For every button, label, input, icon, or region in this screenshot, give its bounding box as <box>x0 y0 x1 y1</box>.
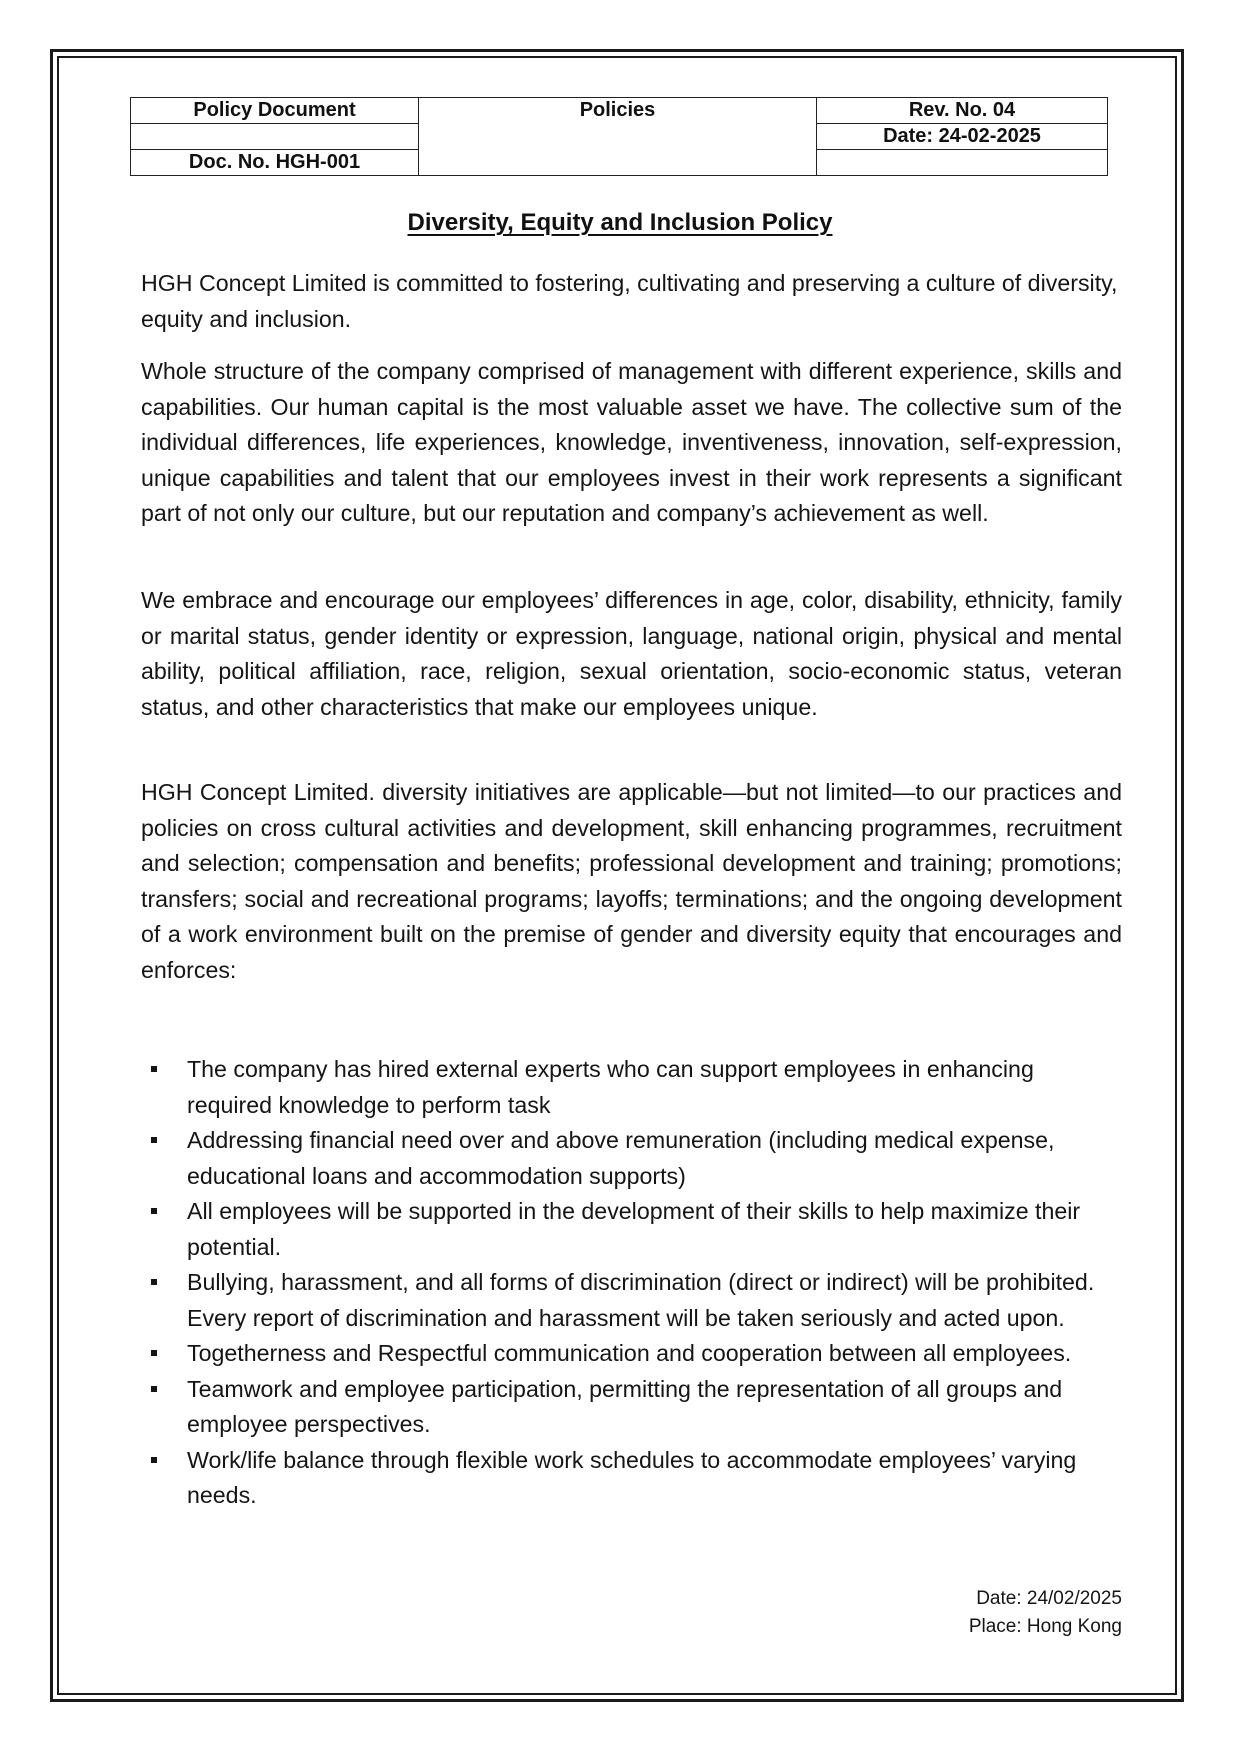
paragraph-intro: HGH Concept Limited is committed to fostering, cultivating and preserving a culture of diversity, equity and inclusion. <box>141 270 1118 332</box>
list-item <box>141 1123 1122 1194</box>
list-item <box>141 1052 1122 1123</box>
list-item <box>141 1372 1122 1443</box>
list-item <box>141 1265 1122 1336</box>
square-bullet-icon <box>151 1279 157 1285</box>
commitments-list <box>141 1052 1122 1514</box>
square-bullet-icon <box>151 1457 157 1463</box>
square-bullet-icon <box>151 1137 157 1143</box>
list-item-text: The company has hired external experts who can support employees in enhancing required knowledge to perform task <box>187 1056 1034 1118</box>
doc-no-cell: Doc. No. HGH-001 <box>131 150 419 176</box>
header-row <box>131 98 1108 124</box>
square-bullet-icon <box>151 1208 157 1214</box>
list-item-text: Bullying, harassment, and all forms of discrimination (direct or indirect) will be prohibited. Every report of discrimination and harassment will be taken seriously and acted upon. <box>187 1269 1095 1331</box>
paragraph-embrace: We embrace and encourage our employees’ differences in age, color, disability, ethnicity, family or marital status, gender identity or expression, language, national origin, physical and mental ability, political affiliation, race, religion, sexual orientation, socio-economic status, veteran status, and other characteristics that make our employees unique. <box>141 587 1122 720</box>
policies-label: Policies <box>579 99 656 121</box>
policies-cell <box>419 98 817 176</box>
square-bullet-icon <box>151 1386 157 1392</box>
footer-place: Place: Hong Kong <box>968 1616 1122 1637</box>
list-item-text: Addressing financial need over and above remuneration (including medical expense, educational loans and accommodation supports) <box>187 1127 1055 1189</box>
paragraph-structure: Whole structure of the company comprised of management with different experience, skills and capabilities. Our human capital is the most valuable asset we have. The collective sum of the individual differences, life experiences, knowledge, inventiveness, innovation, self-expression, unique capabilities and talent that our employees invest in their work represents a significant part of not only our culture, but our reputation and company’s achievement as well. <box>141 358 1122 526</box>
date-cell: Date: 24-02-2025 <box>817 124 1108 150</box>
list-item <box>141 1443 1122 1514</box>
square-bullet-icon <box>151 1350 157 1356</box>
list-item-text: All employees will be supported in the development of their skills to help maximize their potential. <box>187 1198 1081 1260</box>
square-bullet-icon <box>151 1066 157 1072</box>
rev-no-cell: Rev. No. 04 <box>817 98 1108 124</box>
signature-block <box>969 1585 1122 1641</box>
paragraph-initiatives: HGH Concept Limited. diversity initiatives are applicable—but not limited—to our practices and policies on cross cultural activities and development, skill enhancing programmes, recruitment and selection; compensation and benefits; professional development and training; promotions; transfers; social and recreational programs; layoffs; terminations; and the ongoing development of a work environment built on the premise of gender and diversity equity that encourages and enforces: <box>141 779 1122 983</box>
footer-date: Date: 24/02/2025 <box>976 1588 1122 1609</box>
list-item-text: Togetherness and Respectful communication and cooperation between all employees. <box>187 1340 1072 1366</box>
list-item-text: Work/life balance through flexible work schedules to accommodate employees’ varying needs. <box>187 1446 1077 1508</box>
document-title: Diversity, Equity and Inclusion Policy <box>407 209 833 236</box>
list-item-text: Teamwork and employee participation, permitting the representation of all groups and employee perspectives. <box>187 1375 1063 1437</box>
empty-cell <box>817 150 1108 176</box>
document-header-table <box>130 97 1108 176</box>
list-item <box>141 1194 1122 1265</box>
list-item <box>141 1336 1122 1372</box>
empty-cell <box>131 124 419 150</box>
policy-document-cell: Policy Document <box>131 98 419 124</box>
